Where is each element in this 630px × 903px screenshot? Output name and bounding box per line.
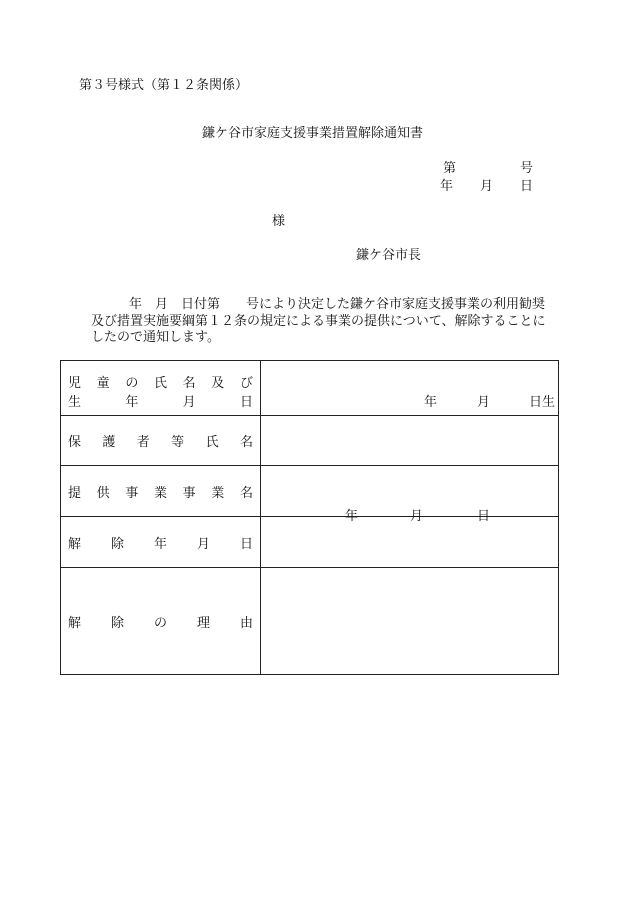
label-char: 氏 [153, 376, 167, 391]
label-char: 年 [125, 395, 139, 410]
cancel-month-label: 月 [410, 509, 424, 524]
table-row-cancellation-reason [61, 568, 559, 675]
birth-day-label: 日生 [529, 395, 556, 410]
label-char: 名 [239, 485, 253, 501]
label-char: 提 [68, 485, 82, 501]
label-char: 日 [239, 395, 253, 410]
label-char: 月 [196, 536, 210, 552]
notice-form-table [60, 360, 559, 675]
issue-date-day: 日 [520, 179, 534, 194]
label-char: 理 [196, 615, 210, 631]
doc-number-prefix: 第 [443, 161, 457, 176]
field-guardian-name[interactable] [261, 416, 559, 466]
label-char: 除 [110, 615, 124, 631]
label-char: 供 [96, 485, 110, 501]
label-guardian-name [61, 416, 261, 466]
document-title: 鎌ケ谷市家庭支援事業措置解除通知書 [202, 126, 424, 141]
body-line-3: したので通知します。 [91, 330, 220, 345]
cancel-year-label: 年 [345, 509, 359, 524]
label-char: 事 [182, 485, 196, 501]
birth-month-label: 月 [477, 395, 491, 410]
body-line-1: 年 月 日付第 号により決定した鎌ケ谷市家庭支援事業の利用勧奨 [129, 297, 546, 312]
label-char: の [125, 376, 139, 391]
label-child-name-line [68, 372, 253, 391]
label-char: 氏 [205, 435, 219, 450]
birth-year-label: 年 [424, 395, 438, 410]
issue-date-year: 年 [440, 179, 454, 194]
label-char: 名 [182, 376, 196, 391]
field-cancellation-date[interactable] [261, 509, 559, 568]
body-paragraph [91, 297, 559, 347]
label-char: 者 [136, 435, 150, 450]
label-cancellation-date-text [68, 533, 253, 552]
label-guardian-name-text [68, 431, 253, 450]
label-char: 年 [153, 536, 167, 552]
body-line-2: 及び措置実施要綱第１２条の規定による事業の提供について、解除することに [91, 313, 546, 329]
label-char: 月 [182, 395, 196, 410]
label-birthdate-line [68, 391, 253, 410]
label-char: 生 [68, 395, 82, 410]
label-char: 児 [68, 376, 82, 391]
label-char: 解 [68, 615, 82, 631]
issuer-name: 鎌ケ谷市長 [356, 248, 422, 263]
label-char: 等 [171, 435, 185, 450]
form-number: 第３号様式（第１２条関係） [79, 78, 249, 93]
label-service-name [61, 466, 261, 517]
label-char: 業 [153, 485, 167, 501]
label-char: 保 [68, 435, 82, 450]
label-char: 及 [211, 376, 225, 391]
field-child-name-birthdate[interactable] [261, 361, 559, 416]
label-char: 業 [211, 485, 225, 501]
label-cancellation-reason-text [68, 612, 253, 631]
table-row-cancellation-date [61, 517, 559, 568]
table-row-guardian-name [61, 416, 559, 466]
label-service-name-text [68, 482, 253, 501]
label-char: 童 [96, 376, 110, 391]
label-char: 解 [68, 536, 82, 552]
label-char: 由 [239, 615, 253, 631]
label-char: び [239, 376, 253, 391]
label-cancellation-date [61, 517, 261, 568]
label-char: 除 [110, 536, 124, 552]
issue-date-month: 月 [480, 179, 494, 194]
field-cancellation-reason[interactable] [261, 568, 559, 675]
label-cancellation-reason [61, 568, 261, 675]
label-child-name-birthdate [61, 361, 261, 416]
cancel-day-label: 日 [477, 509, 491, 524]
label-char: 護 [102, 435, 116, 450]
label-char: 日 [239, 536, 253, 552]
label-char: 事 [125, 485, 139, 501]
table-row-child-name-birthdate [61, 361, 559, 416]
label-char: 名 [239, 435, 253, 450]
addressee-honorific: 様 [272, 214, 286, 229]
label-char: の [153, 615, 167, 631]
doc-number-suffix: 号 [520, 161, 534, 176]
